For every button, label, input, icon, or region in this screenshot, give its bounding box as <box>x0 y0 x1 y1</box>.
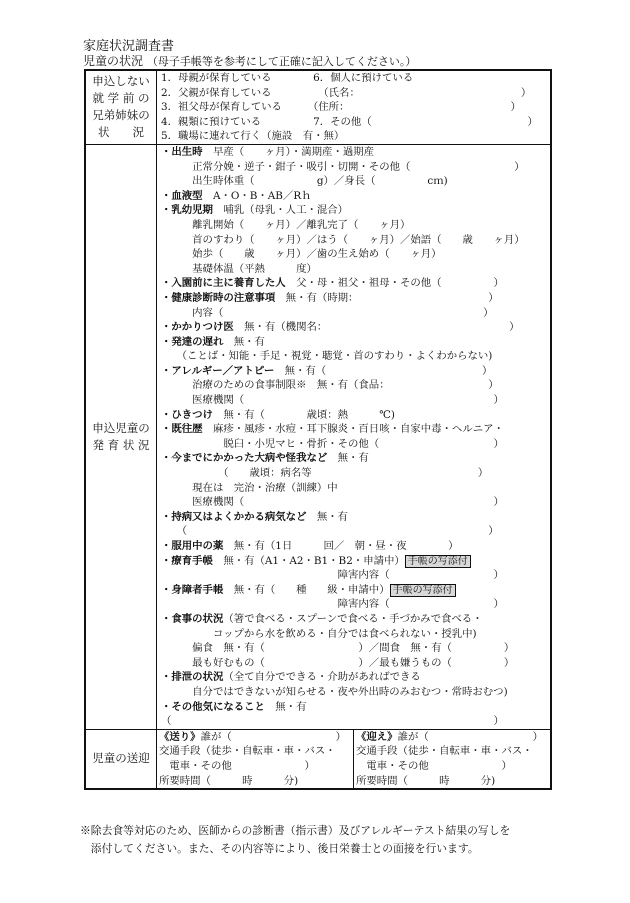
pick-up-line: 交通手段（徒歩・自転車・車・バス・ <box>356 745 533 758</box>
development-item-line <box>161 583 546 598</box>
item-text: 障害内容（ ） <box>161 569 504 582</box>
pick-up-column <box>354 730 550 788</box>
development-item-line <box>161 714 546 729</box>
item-heading: ・アレルギー／アトピー <box>161 364 275 377</box>
item-heading: ・血液型 <box>161 189 203 202</box>
pick-up-line: 誰が（ ） <box>397 730 544 743</box>
sibling-label-line: 申込しない <box>92 74 150 89</box>
development-label-line: 申込児童の <box>92 420 150 435</box>
development-item-line <box>161 378 546 393</box>
development-item-line <box>161 145 546 160</box>
item-text: 始歩（ 歳 ヶ月）／歯の生え始め（ ヶ月） <box>161 248 442 261</box>
transport-content <box>157 729 552 789</box>
item-heading: ・発達の遅れ <box>161 335 224 348</box>
footnote-line: ※除去食等対応のため、医師からの診断書（指示書）及びアレルギーテスト結果の写しを <box>80 824 511 837</box>
item-text: 無・有（ ） <box>274 364 493 377</box>
sibling-option-line: 3．祖父母が保育している （住所： ） <box>161 101 521 114</box>
development-item-line <box>161 218 546 233</box>
item-text: 首のすわり（ ヶ月）／はう（ ヶ月）／始語（ 歳 ヶ月） <box>161 233 525 246</box>
item-text: 正常分娩・逆子・鉗子・吸引・切開・その他（ ） <box>161 160 525 173</box>
item-heading: ・療育手帳 <box>161 554 213 567</box>
attach-copy-badge: 手帳の写添付 <box>405 555 471 568</box>
item-text: 無・有（ 種 級・申請中） <box>223 583 390 596</box>
drop-off-line: 交通手段（徒歩・自転車・車・バス・ <box>159 745 336 758</box>
transport-row <box>85 729 551 789</box>
development-item-line <box>161 408 546 423</box>
transport-label: 児童の送迎 <box>85 729 157 789</box>
footnote-line: 添付してください。また、その内容等により、後日栄養士との面接を行います。 <box>80 841 479 855</box>
development-item-line <box>161 306 546 321</box>
drop-off-column <box>157 730 354 788</box>
drop-off-line: 誰が（ ） <box>200 730 347 743</box>
item-text: 離乳開始（ ヶ月）／離乳完了（ ヶ月） <box>161 218 411 231</box>
item-text: 現在は 完治・治療（訓練）中 <box>161 481 338 494</box>
item-text: 自分ではできないが知らせる・夜や外出時のみおむつ・常時おむつ) <box>161 685 508 698</box>
development-item-line <box>161 481 546 496</box>
development-item-line <box>161 174 546 189</box>
item-text: （ ） <box>161 715 504 728</box>
item-heading: ・健康診断時の注意事項 <box>161 291 276 304</box>
item-heading: ・乳幼児期 <box>161 204 213 217</box>
item-text: 無・有 <box>306 510 349 523</box>
sibling-option-line: 5．職場に連れて行く（施設 有・無） <box>161 130 345 143</box>
item-text: （全て自分でできる・介助があればできる <box>223 671 421 684</box>
development-item-line <box>161 656 546 671</box>
item-heading: ・出生時 <box>161 145 203 158</box>
subtitle-text: 児童の状況 <box>83 54 144 68</box>
development-item-line <box>161 349 546 364</box>
sibling-option-line: 2．父親が保育している （氏名： ） <box>161 86 532 99</box>
item-text: 基礎体温（平熱 度） <box>161 262 317 275</box>
item-text: 無・有（1日 回／ 朝・昼・夜 ） <box>223 540 459 552</box>
development-item-line <box>161 612 546 627</box>
development-item-line <box>161 276 546 291</box>
sibling-option-line: 1．母親が保育している 6．個人に預けている <box>161 72 414 84</box>
item-heading: ・かかりつけ医 <box>161 321 234 334</box>
sibling-label-line: 兄弟姉妹の <box>92 108 150 123</box>
item-text: 無・有（A1・A2・B1・B2・申請中） <box>212 554 405 567</box>
development-label-line: 発 育 状 況 <box>92 437 150 452</box>
sibling-label-line: 就 学 前 の <box>92 91 150 106</box>
document-title: 家庭状況調査書 <box>83 39 175 54</box>
item-text: （箸で食べる・スプーンで食べる・手づかみで食べる・ <box>223 612 483 625</box>
attach-copy-badge: 手帳の写添付 <box>390 584 456 597</box>
item-heading: ・身障者手帳 <box>161 583 224 596</box>
item-heading: ・服用中の薬 <box>161 540 224 552</box>
development-item-line <box>161 160 546 175</box>
development-item-line <box>161 627 546 642</box>
item-text: 脱臼・小児マヒ・骨折・その他（ ） <box>161 437 504 450</box>
drop-off-heading: 《送り》 <box>159 730 201 743</box>
item-text: （ことば・知能・手足・視覚・聴覚・首のすわり・よくわからない) <box>161 350 493 363</box>
item-text: （ 歳頃：病名等 ） <box>161 467 489 480</box>
pick-up-line: 電車・その他 ） <box>356 759 512 772</box>
document-subtitle <box>83 52 416 69</box>
sibling-label-line: 状 況 <box>98 125 144 140</box>
item-heading: ・今までにかかった大病や怪我など <box>161 452 328 465</box>
pick-up-line: 所要時間（ 時 分) <box>356 774 496 787</box>
item-heading: ・その他気になること <box>161 700 265 713</box>
item-text: 障害内容（ ） <box>161 598 504 611</box>
development-item-line <box>161 364 546 379</box>
item-text: 無・有 <box>327 452 369 465</box>
development-item-line <box>161 539 546 554</box>
development-item-line <box>161 437 546 452</box>
item-heading: ・ひきつけ <box>161 408 213 421</box>
development-item-line <box>161 510 546 525</box>
item-text: A・O・B・AB／Rｈ <box>202 189 312 202</box>
sibling-label <box>85 70 157 144</box>
item-text: 無・有 <box>223 335 265 348</box>
sibling-content <box>157 70 552 144</box>
drop-off-line: 所要時間（ 時 分) <box>159 774 299 787</box>
development-label <box>85 144 157 729</box>
sibling-option-line: 4．親類に預けている 7．その他（ ） <box>161 115 538 128</box>
item-heading: ・入園前に主に養育した人 <box>161 277 286 290</box>
development-item-line <box>161 203 546 218</box>
development-item-line <box>161 335 546 350</box>
development-item-line <box>161 422 546 437</box>
development-item-line <box>161 393 546 408</box>
item-text: 父・母・祖父・祖母・その他（ ） <box>285 277 504 290</box>
item-text: 早産（ ヶ月）・満期産・過期産 <box>202 145 375 158</box>
development-content <box>157 144 552 729</box>
item-text: 無・有（ 歳頃：熱 ℃) <box>212 408 395 421</box>
item-heading: ・既往歴 <box>161 423 203 436</box>
item-text: 哺乳（母乳・人工・混合） <box>212 204 349 217</box>
development-row <box>85 144 551 729</box>
sibling-row <box>85 70 551 144</box>
item-text: （ ） <box>161 525 499 538</box>
development-item-line <box>161 700 546 715</box>
development-item-line <box>161 524 546 539</box>
development-item-line <box>161 320 546 335</box>
item-text: 内容（ ） <box>161 306 494 319</box>
subtitle-note: （母子手帳等を参考にして正確に記入してください。） <box>146 55 417 68</box>
item-text: コップから水を飲める・自分では食べられない・授乳中) <box>161 627 477 640</box>
development-item-line <box>161 189 546 204</box>
item-heading: ・持病又はよくかかる病気など <box>161 510 307 523</box>
item-text: 医療機関（ ） <box>161 496 504 509</box>
item-text: 無・有 <box>264 700 307 713</box>
development-item-line <box>161 641 546 656</box>
item-text: 麻疹・風疹・水痘・耳下腺炎・百日咳・自家中毒・ヘルニア・ <box>202 423 504 436</box>
development-item-line <box>161 670 546 685</box>
development-item-line <box>161 597 546 612</box>
pick-up-heading: 《迎え》 <box>356 730 398 743</box>
item-heading: ・排泄の状況 <box>161 671 224 684</box>
development-item-line <box>161 291 546 306</box>
development-item-line <box>161 451 546 466</box>
item-text: 治療のための食事制限※ 無・有（食品： ） <box>161 379 499 392</box>
development-items <box>157 145 550 729</box>
item-text: 出生時体重（ g）／身長（ cｍ) <box>161 175 448 188</box>
status-form-table <box>84 69 552 790</box>
development-item-line <box>161 568 546 583</box>
sibling-options <box>157 71 550 144</box>
development-item-line <box>161 495 546 510</box>
development-item-line <box>161 466 546 481</box>
item-text: 無・有（機関名： ） <box>233 321 520 334</box>
footnote <box>80 822 550 857</box>
development-item-line <box>161 554 546 569</box>
item-text: 医療機関（ ） <box>161 394 504 407</box>
development-item-line <box>161 233 546 248</box>
development-item-line <box>161 685 546 700</box>
item-heading: ・食事の状況 <box>161 612 224 625</box>
development-item-line <box>161 247 546 262</box>
item-text: 無・有（時期： ） <box>275 291 499 304</box>
development-item-line <box>161 262 546 277</box>
drop-off-line: 電車・その他 ） <box>159 759 315 772</box>
item-text: 偏食 無・有（ ）／間食 無・有（ ） <box>161 642 515 655</box>
item-text: 最も好むもの（ ）／最も嫌うもの（ ） <box>161 656 515 669</box>
